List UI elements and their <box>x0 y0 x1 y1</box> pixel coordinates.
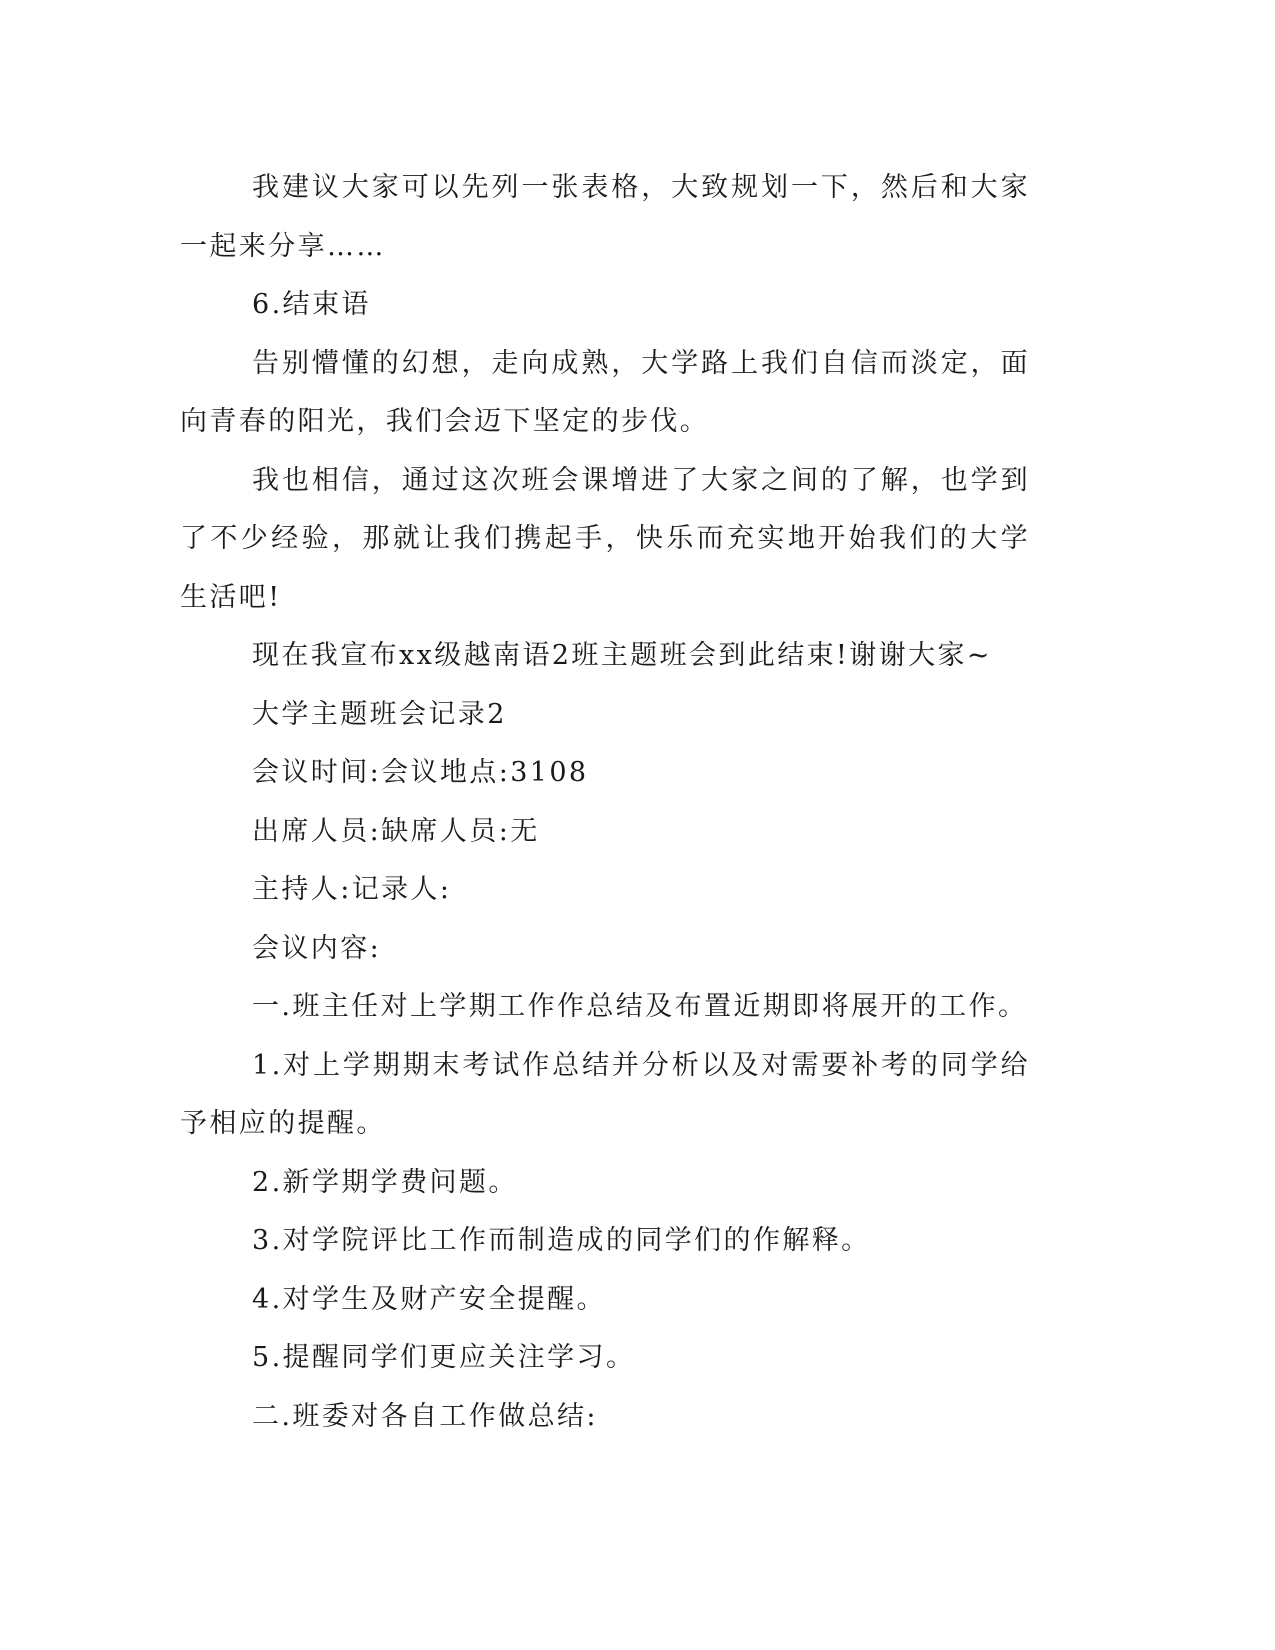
agenda-item-2: 二.班委对各自工作做总结: <box>252 1400 598 1432</box>
paragraph-belief: 我也相信，通过这次班会课增进了大家之间的了解，也学到了不少经验，那就让我们携起手，快乐而充实地开始我们的大学生活吧! <box>180 464 1030 613</box>
sub-item-1: 1.对上学期期末考试作总结并分析以及对需要补考的同学给予相应的提醒。 <box>180 1049 1030 1139</box>
sub-item-2: 2.新学期学费问题。 <box>252 1166 518 1198</box>
meeting-host-recorder: 主持人:记录人: <box>252 874 452 905</box>
paragraph-suggestion: 我建议大家可以先列一张表格，大致规划一下，然后和大家一起来分享…… <box>180 172 1030 262</box>
meeting-time-location: 会议时间:会议地点:3108 <box>252 757 589 788</box>
sub-item-4: 4.对学生及财产安全提醒。 <box>252 1283 606 1315</box>
heading-closing-remarks: 6.结束语 <box>252 289 371 320</box>
meeting-content-label: 会议内容: <box>252 932 382 964</box>
document-body <box>180 159 1030 1446</box>
sub-item-3: 3.对学院评比工作而制造成的同学们的作解释。 <box>252 1225 871 1256</box>
agenda-item-1: 一.班主任对上学期工作作总结及布置近期即将展开的工作。 <box>252 991 1028 1022</box>
sub-item-5: 5.提醒同学们更应关注学习。 <box>252 1342 636 1373</box>
paragraph-farewell: 告别懵懂的幻想，走向成熟，大学路上我们自信而淡定，面向青春的阳光，我们会迈下坚定的步伐。 <box>180 347 1030 437</box>
meeting-attendance: 出席人员:缺席人员:无 <box>252 815 540 847</box>
section-title-record-2: 大学主题班会记录2 <box>252 698 507 730</box>
paragraph-announcement: 现在我宣布xx级越南语2班主题班会到此结束!谢谢大家~ <box>252 640 992 671</box>
